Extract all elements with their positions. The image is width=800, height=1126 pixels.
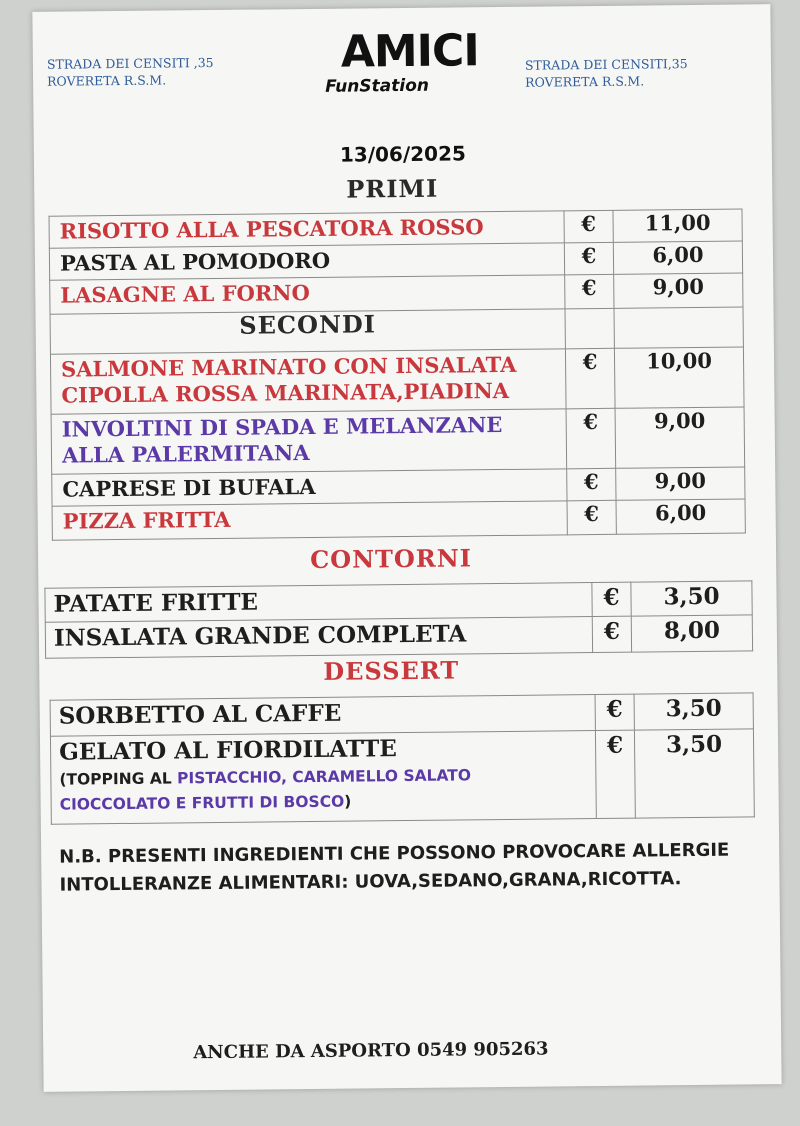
address-line: ROVERETA R.S.M.: [47, 72, 167, 89]
section-title-primi: PRIMI: [346, 173, 439, 204]
takeaway-footer: ANCHE DA ASPORTO 0549 905263: [193, 1038, 549, 1064]
dish-line: CIPOLLA ROSSA MARINATA,PIADINA: [61, 377, 510, 408]
dish-price: 11,00: [613, 209, 742, 242]
dish-price: 3,50: [634, 693, 753, 730]
euro-sign: €: [566, 408, 616, 469]
dish-line: ALLA PALERMITANA: [61, 440, 310, 468]
euro-sign: €: [564, 242, 613, 275]
euro-sign: €: [567, 468, 616, 501]
section-cell: [50, 309, 565, 354]
dish-name: [50, 349, 566, 414]
note-line: N.B. PRESENTI INGREDIENTI CHE POSSONO PROVOCARE ALLERGIE: [59, 839, 730, 868]
table-row: [45, 615, 752, 658]
dish-name: PATATE FRITTE: [45, 583, 592, 623]
topping-flavors: CIOCCOLATO E FRUTTI DI BOSCO: [59, 792, 345, 814]
address-left: [47, 54, 214, 90]
dish-price: 3,50: [631, 581, 752, 616]
logo-sub-text: FunStation: [325, 75, 430, 97]
primi-secondi-table: [49, 208, 746, 540]
topping-note: [60, 787, 586, 818]
note-line: INTOLLERANZE ALIMENTARI: UOVA,SEDANO,GRANA,RICOTTA.: [59, 868, 682, 896]
section-title-contorni: CONTORNI: [309, 543, 473, 575]
dish-name: [50, 731, 596, 825]
dish-name: CAPRESE DI BUFALA: [52, 469, 567, 506]
dish-name: [51, 409, 567, 474]
euro-sign: €: [565, 348, 615, 409]
dish-name: RISOTTO ALLA PESCATORA ROSSO: [49, 211, 564, 248]
dish-price: 8,00: [631, 615, 752, 652]
table-row: [51, 407, 745, 474]
section-title-dessert: DESSERT: [323, 655, 460, 686]
empty-cell: [614, 307, 743, 348]
dish-price: 9,00: [614, 273, 743, 308]
topping-text: ): [344, 792, 352, 811]
dish-name: PASTA AL POMODORO: [49, 243, 564, 280]
topping-text: (TOPPING AL: [59, 769, 178, 789]
address-right: [525, 55, 688, 91]
dish-line: INVOLTINI DI SPADA E MELANZANE: [61, 411, 503, 442]
table-row: [50, 347, 744, 414]
contorni-table: [44, 580, 753, 658]
dish-price: 6,00: [616, 499, 745, 534]
dish-name: SORBETTO AL CAFFE: [50, 695, 595, 737]
dish-price: 3,50: [634, 729, 754, 818]
dish-price: 9,00: [615, 407, 745, 468]
logo-main-text: AMICI: [340, 25, 479, 78]
empty-cell: [565, 308, 614, 349]
dish-name: PIZZA FRITTA: [52, 501, 567, 540]
logo: [323, 25, 479, 106]
euro-sign: €: [595, 730, 635, 818]
menu-date: 13/06/2025: [339, 141, 466, 167]
dish-price: 10,00: [614, 347, 744, 408]
address-line: STRADA DEI CENSITI,35: [524, 56, 688, 73]
euro-sign: €: [592, 616, 631, 652]
table-row: [50, 729, 754, 824]
dish-name: LASAGNE AL FORNO: [50, 275, 565, 314]
table-row: [52, 499, 745, 540]
dish-name: INSALATA GRANDE COMPLETA: [45, 617, 592, 659]
address-line: STRADA DEI CENSITI ,35: [46, 54, 214, 72]
euro-sign: €: [564, 210, 613, 243]
section-title-secondi: SECONDI: [239, 309, 377, 340]
dish-price: 6,00: [613, 241, 742, 274]
topping-flavors: PISTACCHIO, CARAMELLO SALATO: [176, 766, 472, 788]
dish-line: SALMONE MARINATO CON INSALATA: [60, 351, 517, 382]
euro-sign: €: [567, 500, 616, 535]
dish-price: 9,00: [616, 467, 745, 500]
euro-sign: €: [595, 694, 634, 730]
menu-sheet: [32, 4, 781, 1092]
dish-line: GELATO AL FIORDILATTE: [58, 735, 398, 766]
euro-sign: €: [565, 274, 614, 309]
allergy-note: [41, 836, 780, 900]
dessert-table: [50, 692, 755, 824]
euro-sign: €: [592, 582, 631, 616]
address-line: ROVERETA R.S.M.: [525, 73, 645, 90]
